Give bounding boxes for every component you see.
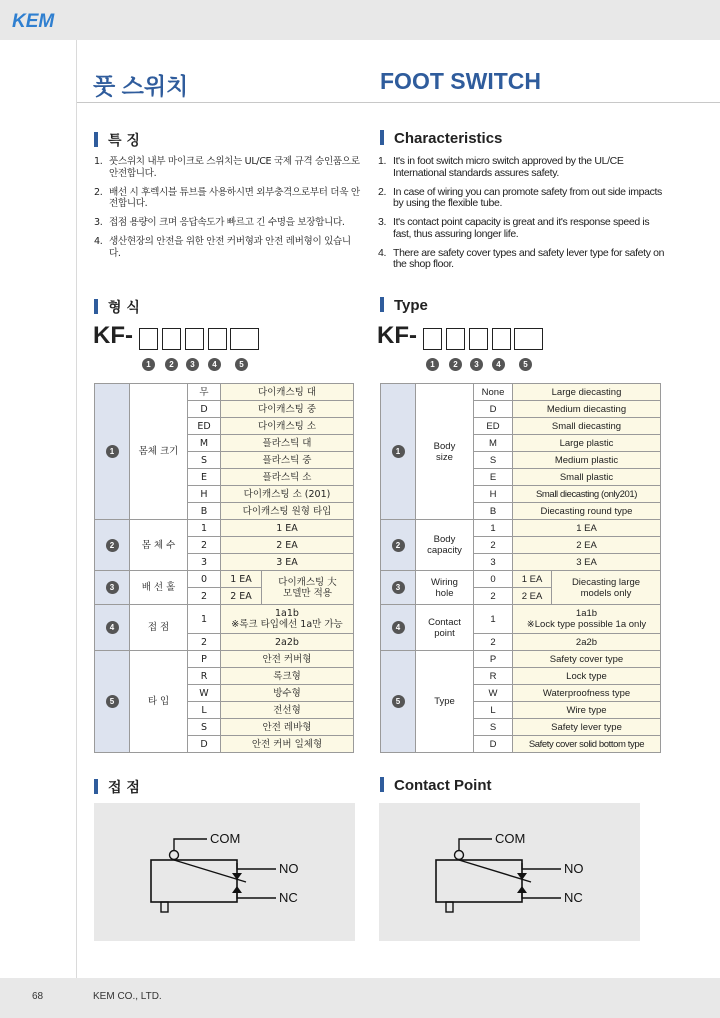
section-marker (94, 299, 98, 314)
no-label: NO (564, 861, 584, 876)
desc-cell: 록크형 (221, 668, 354, 685)
group-label: 타 입 (130, 651, 188, 753)
company-name: KEM CO., LTD. (93, 991, 162, 1002)
code-cell: W (188, 685, 221, 702)
label-line: Body (433, 534, 456, 545)
group-number: 4 (392, 621, 405, 634)
model-box-5 (514, 328, 543, 350)
label-line: size (436, 451, 453, 463)
item-number: 4. (94, 236, 103, 247)
model-box-1 (423, 328, 442, 350)
desc-cell: 플라스틱 중 (221, 452, 354, 469)
spec-table-en (380, 383, 661, 753)
desc-cell: 다이캐스팅 소 (201) (221, 486, 354, 503)
top-bar (0, 0, 720, 40)
nc-contact (517, 886, 527, 893)
item-text: 배선 시 후렉시블 튜브를 사용하시면 외부충격으로부터 더욱 안전합니다. (109, 186, 360, 209)
plunger (170, 851, 179, 860)
model-box-5 (230, 328, 259, 350)
type-heading-en (380, 297, 428, 314)
code-cell: 1 (188, 520, 221, 537)
nc-label: NC (279, 890, 298, 905)
com-lead (174, 839, 207, 850)
desc-cell: Waterproofness type (513, 685, 661, 702)
desc-cell (552, 571, 661, 605)
group-label (416, 605, 474, 651)
desc-cell: Small diecasting (513, 418, 661, 435)
spec-table-ko (94, 383, 354, 753)
desc-line: ※Lock type possible 1a only (526, 619, 647, 630)
group-number: 4 (106, 621, 119, 634)
group-num-cell (381, 605, 416, 651)
no-lead (522, 863, 561, 869)
desc-cell: 3 EA (513, 554, 661, 571)
item-number: 3. (94, 217, 103, 228)
com-label: COM (495, 831, 526, 846)
type-heading-en-text: Type (394, 297, 428, 314)
code-cell: R (474, 668, 513, 685)
desc-line: 모델만 적용 (283, 587, 332, 599)
code-cell: ED (188, 418, 221, 435)
features-heading-en (380, 130, 502, 147)
type-heading-ko-text: 형 식 (108, 300, 140, 316)
code-cell: E (474, 469, 513, 486)
group-number: 3 (392, 581, 405, 594)
model-num-2: 2 (449, 358, 462, 371)
nc-label: NC (564, 890, 583, 905)
group-label: 배 선 홀 (130, 571, 188, 605)
code-cell: 무 (188, 384, 221, 401)
left-margin-line (76, 40, 77, 978)
code-cell: W (474, 685, 513, 702)
group-num-cell (381, 384, 416, 520)
code-cell: L (188, 702, 221, 719)
desc-cell (513, 605, 661, 634)
page-number: 68 (32, 991, 44, 1002)
desc-cell: Wire type (513, 702, 661, 719)
group-label (416, 384, 474, 520)
group-label: 몸체 크기 (130, 384, 188, 520)
section-marker (380, 297, 384, 312)
title-divider (77, 102, 720, 103)
group-num-cell (381, 571, 416, 605)
com-lead (459, 839, 492, 850)
no-contact (232, 873, 242, 880)
desc-line: 다이캐스팅 大 (278, 576, 337, 588)
desc-cell: 안전 레바형 (221, 719, 354, 736)
contact-lever (459, 860, 531, 882)
model-box-1 (139, 328, 158, 350)
desc-line: 1a1b (275, 608, 299, 619)
desc-cell: 다이캐스팅 소 (221, 418, 354, 435)
desc-cell: 2a2b (221, 634, 354, 651)
desc-cell: 1 EA (513, 520, 661, 537)
desc-line: models only (580, 587, 632, 599)
code-cell: D (474, 401, 513, 418)
desc-cell: 다이캐스팅 대 (221, 384, 354, 401)
section-marker (94, 132, 98, 147)
contact-lever (174, 860, 246, 882)
code-cell: 2 (474, 634, 513, 651)
section-marker (380, 130, 384, 145)
label-line: Wiring (431, 576, 458, 588)
model-num-3: 3 (186, 358, 199, 371)
features-heading-en-text: Characteristics (394, 130, 503, 147)
group-num-cell (95, 571, 130, 605)
model-num-4: 4 (492, 358, 505, 371)
sub-cell: 1 EA (221, 571, 262, 588)
contact-heading-ko (94, 777, 140, 797)
code-cell: M (474, 435, 513, 452)
group-num-cell (95, 520, 130, 571)
item-text: 접점 용량이 크며 응답속도가 빠르고 긴 수명을 보장합니다. (109, 217, 345, 228)
code-cell: M (188, 435, 221, 452)
page-title-en: FOOT SWITCH (380, 68, 541, 94)
group-number: 1 (392, 445, 405, 458)
com-label: COM (210, 831, 241, 846)
code-cell: B (474, 503, 513, 520)
code-cell: 3 (474, 554, 513, 571)
code-cell: None (474, 384, 513, 401)
page-title-ko: 풋 스위치 (93, 73, 189, 99)
item-text: It's contact point capacity is great and it's response speed is fast, thus assuring longer life. (393, 216, 650, 240)
kem-logo: KEM (12, 11, 55, 32)
desc-cell: Large diecasting (513, 384, 661, 401)
sub-cell: 1 EA (513, 571, 552, 588)
code-cell: 2 (188, 588, 221, 605)
label-line: hole (435, 587, 454, 599)
group-number: 1 (106, 445, 119, 458)
code-cell: S (474, 452, 513, 469)
code-cell: 1 (474, 605, 513, 634)
desc-cell: 2 EA (513, 537, 661, 554)
code-cell: B (188, 503, 221, 520)
code-cell: 1 (188, 605, 221, 634)
plunger (455, 851, 464, 860)
list-item (378, 187, 668, 210)
desc-cell: Medium diecasting (513, 401, 661, 418)
item-number: 4. (378, 246, 387, 259)
code-cell: 0 (188, 571, 221, 588)
sub-cell: 2 EA (221, 588, 262, 605)
item-number: 2. (378, 185, 387, 198)
group-number: 5 (392, 695, 405, 708)
item-text: There are safety cover types and safety lever type for safety on the shop floor. (393, 246, 665, 270)
no-label: NO (279, 861, 299, 876)
code-cell: ED (474, 418, 513, 435)
list-item (94, 217, 362, 229)
code-cell: 2 (474, 537, 513, 554)
contact-heading-ko-text: 접 점 (108, 780, 140, 796)
desc-line: 1a1b (575, 608, 598, 619)
desc-cell: Safety lever type (513, 719, 661, 736)
list-item (378, 156, 668, 179)
item-number: 1. (378, 155, 387, 167)
list-item (378, 217, 668, 240)
nc-lead (522, 893, 561, 898)
model-box-3 (469, 328, 488, 350)
desc-line: ※록크 타입에선 1a만 가능 (231, 619, 343, 630)
model-num-1: 1 (426, 358, 439, 371)
group-label (416, 520, 474, 571)
list-item (94, 236, 362, 259)
desc-cell: 다이캐스팅 중 (221, 401, 354, 418)
item-number: 1. (94, 156, 103, 167)
item-text: It's in foot switch micro switch approved by the UL/CE International standards assures safety. (393, 155, 624, 179)
item-text: 생산현장의 안전을 위한 안전 커버형과 안전 레버형이 있습니다. (109, 236, 351, 259)
desc-cell: 안전 커버 일체형 (221, 736, 354, 753)
label-line: capacity (427, 545, 462, 556)
code-cell: 2 (188, 634, 221, 651)
desc-cell: 3 EA (221, 554, 354, 571)
group-num-cell (381, 651, 416, 753)
code-cell: S (188, 719, 221, 736)
contact-heading-en-text: Contact Point (394, 777, 492, 794)
group-num-cell (381, 520, 416, 571)
list-item (94, 187, 362, 210)
model-num-2: 2 (165, 358, 178, 371)
desc-cell: Medium plastic (513, 452, 661, 469)
desc-cell: 1 EA (221, 520, 354, 537)
desc-cell: 플라스틱 대 (221, 435, 354, 452)
nc-contact (232, 886, 242, 893)
list-item (378, 248, 668, 271)
model-num-1: 1 (142, 358, 155, 371)
group-label: 몸 체 수 (130, 520, 188, 571)
model-box-4 (208, 328, 227, 350)
desc-cell: Small plastic (513, 469, 661, 486)
desc-line: Diecasting large (571, 576, 641, 588)
desc-cell: Small diecasting (only201) (513, 486, 661, 503)
model-box-3 (185, 328, 204, 350)
desc-cell: 전선형 (221, 702, 354, 719)
features-heading-ko-text: 특 징 (108, 133, 140, 149)
code-cell: H (188, 486, 221, 503)
type-heading-ko (94, 297, 140, 317)
model-prefix-ko: KF- (93, 322, 133, 349)
item-number: 3. (378, 216, 387, 228)
code-cell: L (474, 702, 513, 719)
desc-cell: Safety cover type (513, 651, 661, 668)
code-cell: D (188, 736, 221, 753)
no-lead (237, 863, 276, 869)
group-num-cell (95, 384, 130, 520)
group-num-cell (95, 605, 130, 651)
desc-cell: Safety cover solid bottom type (513, 736, 661, 753)
desc-cell: 2 EA (221, 537, 354, 554)
desc-cell (221, 605, 354, 634)
switch-schematic (94, 803, 355, 941)
desc-cell: 다이캐스팅 원형 타입 (221, 503, 354, 520)
contact-diagram-ko (94, 803, 355, 941)
desc-cell: 2a2b (513, 634, 661, 651)
section-marker (380, 777, 384, 792)
model-box-2 (446, 328, 465, 350)
group-number: 5 (106, 695, 119, 708)
contact-heading-en (380, 777, 492, 794)
desc-cell: 플라스틱 소 (221, 469, 354, 486)
contact-diagram-en (379, 803, 640, 941)
desc-cell: Lock type (513, 668, 661, 685)
switch-leg (446, 902, 453, 912)
switch-leg (161, 902, 168, 912)
footer (0, 978, 720, 1018)
code-cell: 0 (474, 571, 513, 588)
desc-cell: 안전 커버형 (221, 651, 354, 668)
model-prefix-en: KF- (377, 322, 417, 349)
item-number: 2. (94, 186, 103, 198)
label-line: Body (433, 440, 456, 452)
features-list-en (378, 156, 668, 278)
model-box-4 (492, 328, 511, 350)
model-box-2 (162, 328, 181, 350)
sub-cell: 2 EA (513, 588, 552, 605)
group-number: 2 (106, 539, 119, 552)
code-cell: 2 (474, 588, 513, 605)
model-num-5: 5 (235, 358, 248, 371)
group-num-cell (95, 651, 130, 753)
label-line: Contact (428, 616, 461, 628)
group-label: Type (416, 651, 474, 753)
no-contact (517, 873, 527, 880)
code-cell: 3 (188, 554, 221, 571)
section-marker (94, 779, 98, 794)
desc-cell: Large plastic (513, 435, 661, 452)
list-item (94, 156, 362, 179)
code-cell: E (188, 469, 221, 486)
code-cell: R (188, 668, 221, 685)
nc-lead (237, 893, 276, 898)
desc-cell: 방수형 (221, 685, 354, 702)
switch-schematic (379, 803, 640, 941)
code-cell: 2 (188, 537, 221, 554)
group-number: 3 (106, 581, 119, 594)
item-text: In case of wiring you can promote safety from out side impacts by using the flexible tube. (393, 185, 662, 209)
code-cell: D (188, 401, 221, 418)
group-label: 접 점 (130, 605, 188, 651)
model-num-3: 3 (470, 358, 483, 371)
code-cell: P (188, 651, 221, 668)
code-cell: P (474, 651, 513, 668)
group-number: 2 (392, 539, 405, 552)
group-label (416, 571, 474, 605)
code-cell: S (188, 452, 221, 469)
features-heading-ko (94, 130, 140, 150)
code-cell: D (474, 736, 513, 753)
model-num-4: 4 (208, 358, 221, 371)
code-cell: S (474, 719, 513, 736)
code-cell: H (474, 486, 513, 503)
code-cell: 1 (474, 520, 513, 537)
desc-cell (262, 571, 354, 605)
model-num-5: 5 (519, 358, 532, 371)
features-list-ko (94, 156, 362, 267)
item-text: 풋스위치 내부 마이크로 스위치는 UL/CE 국제 규격 승인품으로 안전합니다. (109, 156, 360, 179)
label-line: point (434, 627, 455, 639)
desc-cell: Diecasting round type (513, 503, 661, 520)
